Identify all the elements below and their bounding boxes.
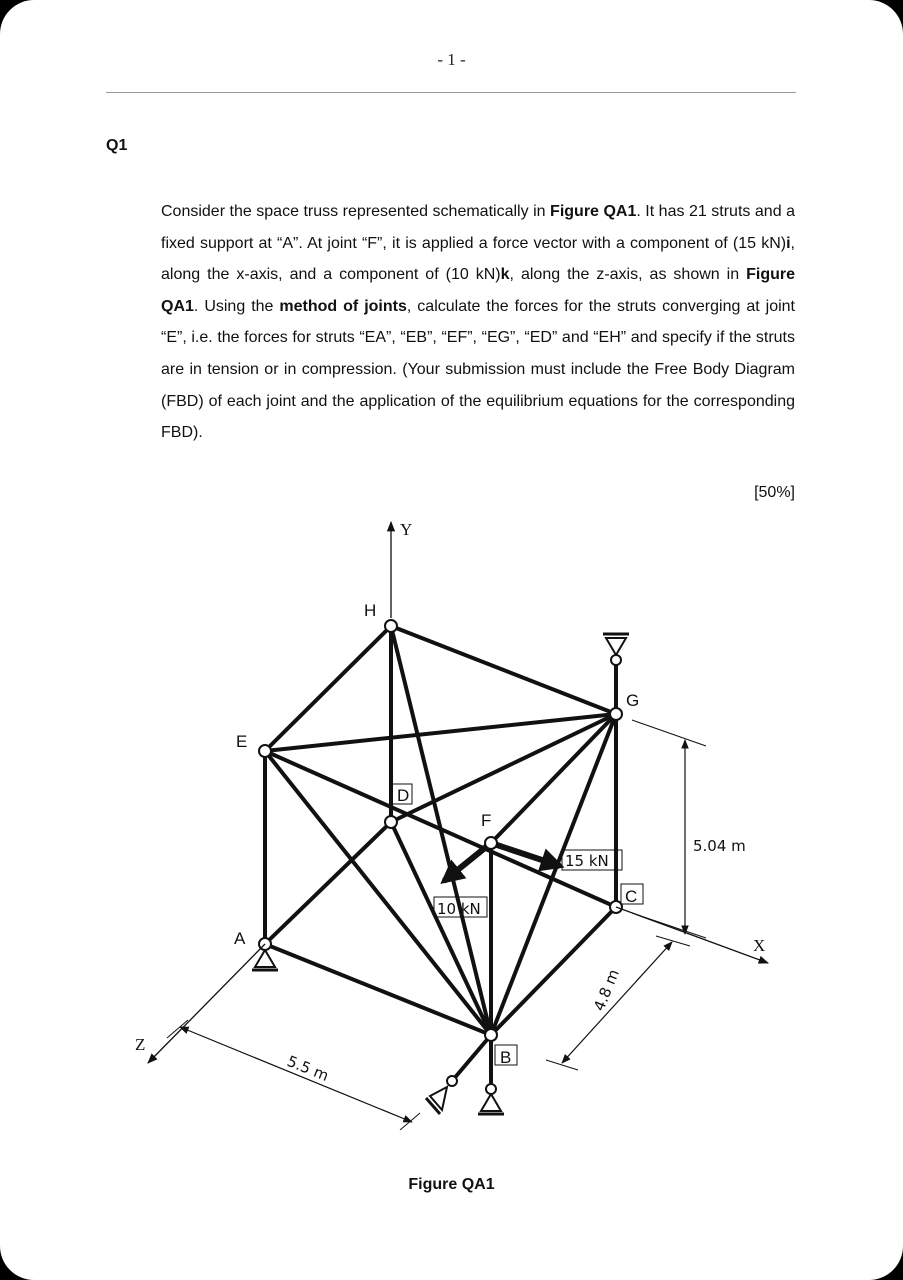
label-10kn: 10 kN: [437, 900, 481, 918]
joint-labels: [234, 601, 639, 1067]
joint-F: [485, 837, 497, 849]
label-depth: 4.8 m: [590, 966, 623, 1014]
roller-B: [486, 1084, 496, 1094]
label-x-axis: X: [753, 936, 766, 955]
figure-caption: Figure QA1: [408, 1176, 495, 1193]
question-text-run: Figure QA1: [161, 266, 795, 315]
question-text-run: , along the x-axis, and a component of (10 kN): [161, 234, 795, 284]
label-B: B: [500, 1048, 512, 1067]
label-height: 5.04 m: [693, 837, 746, 855]
roller-B2: [447, 1076, 457, 1086]
label-D: D: [397, 786, 410, 805]
joint-D: [385, 816, 397, 828]
question-text-run: . Using the: [193, 297, 280, 315]
member-HG: [391, 626, 616, 714]
load-10kn-arrow: [444, 843, 491, 881]
z-axis: [148, 944, 265, 1063]
member-CB: [491, 907, 616, 1035]
label-width: 5.5 m: [284, 1052, 332, 1085]
space-truss-figure: [0, 500, 903, 1160]
roller-G: [611, 655, 621, 665]
member-EH: [265, 626, 391, 751]
joint-E: [259, 745, 271, 757]
marks-allocation: [50%]: [754, 484, 795, 501]
label-z-axis: Z: [135, 1035, 146, 1054]
label-E: E: [236, 732, 248, 751]
question-text-run: k: [500, 266, 510, 284]
member-EG: [265, 714, 616, 751]
label-15kn: 15 kN: [565, 852, 609, 870]
question-label: Q1: [106, 137, 128, 154]
member-GF: [491, 714, 616, 843]
joint-H: [385, 620, 397, 632]
dimension-depth: [562, 942, 672, 1063]
question-text-run: , calculate the forces for the struts converging at joint “E”, i.e. the forces for struts “EA”, “EB”, “EF”, “EG”, “ED” and “EH” and specify if the struts are in tension or in compression. (Your submission must include the Free Body Diagram (FBD) of each joint and the application of the equilibrium equations for the corresponding FBD).: [161, 297, 795, 442]
member-B-support: [452, 1035, 491, 1081]
question-text-run: method of joints: [279, 297, 407, 315]
dimension-width: [180, 1027, 412, 1122]
question-text-run: Figure QA1: [550, 203, 637, 220]
label-C: C: [625, 887, 638, 906]
question-text-run: Consider the space truss represented schematically in: [161, 203, 551, 220]
joint-B: [485, 1029, 497, 1041]
label-H: H: [364, 601, 377, 620]
question-text: [161, 196, 795, 449]
support-A: [255, 950, 275, 967]
truss-members: [265, 626, 616, 1089]
label-G: G: [626, 691, 640, 710]
page-number: - 1 -: [437, 50, 466, 69]
question-text-run: , along the z-axis, as shown in: [509, 266, 747, 284]
label-A: A: [234, 929, 246, 948]
support-B-vertical: [481, 1094, 501, 1111]
header-rule: [106, 92, 796, 93]
support-G: [606, 638, 626, 655]
question-text-run: i: [786, 234, 791, 252]
label-y-axis: Y: [400, 520, 413, 539]
question-text-run: . It has 21 struts and a fixed support at “A”. At joint “F”, it is applied a force vector with a component of (15 kN): [161, 203, 796, 252]
label-F: F: [481, 811, 492, 830]
joint-G: [610, 708, 622, 720]
